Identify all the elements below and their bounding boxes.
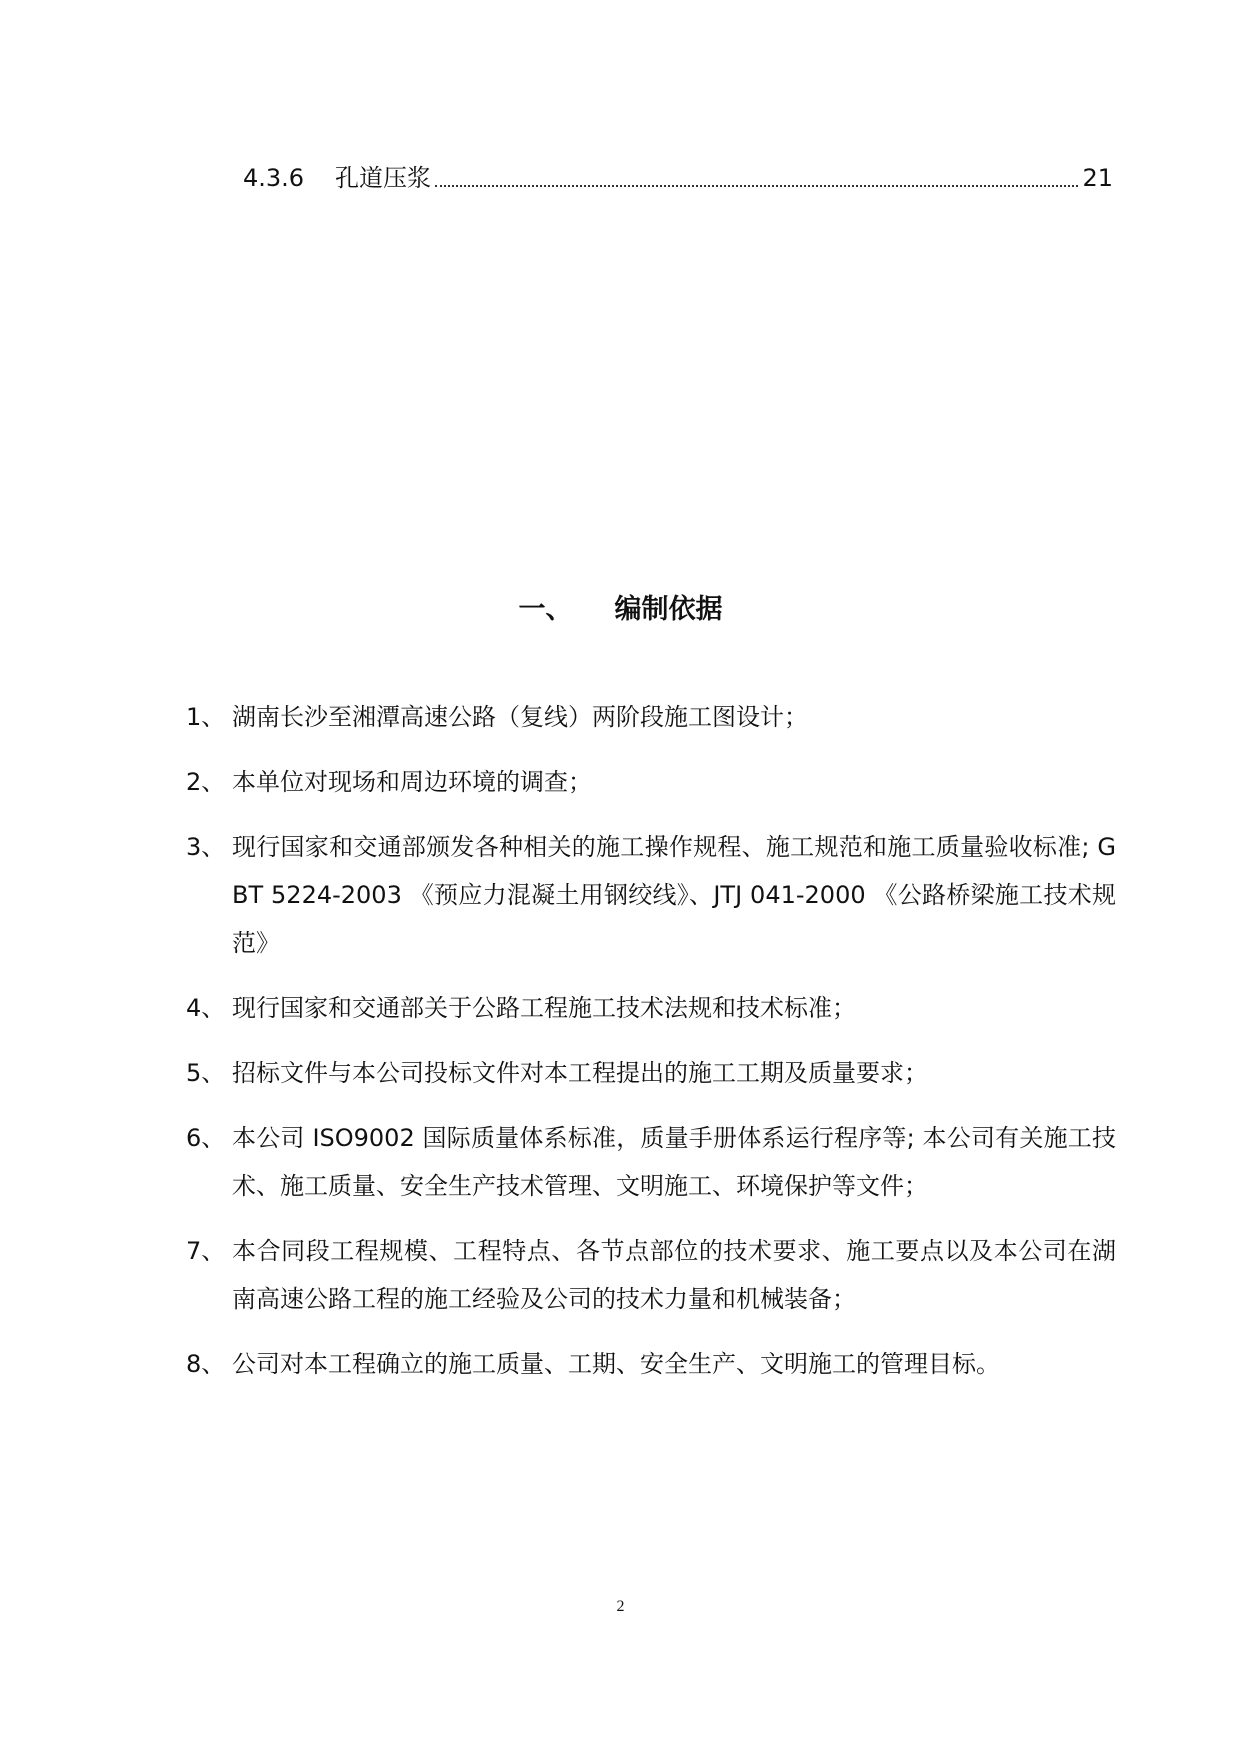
basis-list: [186, 693, 1116, 1405]
list-item: [186, 823, 1116, 967]
list-item-number: 1、: [186, 703, 226, 731]
list-item-number: 7、: [186, 1237, 226, 1265]
list-item: [186, 1227, 1116, 1323]
toc-entry-number: 4.3.6: [243, 164, 305, 192]
list-item-number: 4、: [186, 994, 226, 1022]
section-title: 编制依据: [614, 594, 723, 625]
toc-entry-page: 21: [1082, 164, 1113, 192]
list-item: [186, 1340, 1116, 1388]
list-item-text: 本公司 ISO9002 国际质量体系标准，质量手册体系运行程序等; 本公司有关施工技术、施工质量、安全生产技术管理、文明施工、环境保护等文件；: [232, 1124, 1116, 1200]
list-item-text: 公司对本工程确立的施工质量、工期、安全生产、文明施工的管理目标。: [232, 1350, 1000, 1378]
list-item-text: 现行国家和交通部关于公路工程施工技术法规和技术标准；: [232, 994, 856, 1022]
list-item: [186, 693, 1116, 741]
list-item-number: 3、: [186, 833, 226, 861]
list-item: [186, 758, 1116, 806]
list-item-text: 本单位对现场和周边环境的调查；: [232, 768, 592, 796]
section-heading: [0, 590, 1241, 630]
section-number: 一、: [518, 594, 573, 625]
toc-entry-title: 孔道压浆: [335, 164, 431, 192]
page-number: 2: [616, 1598, 625, 1615]
list-item-number: 6、: [186, 1124, 226, 1152]
list-item: [186, 1049, 1116, 1097]
list-item-number: 8、: [186, 1350, 226, 1378]
list-item-text: 现行国家和交通部颁发各种相关的施工操作规程、施工规范和施工质量验收标准; GBT 5224-2003 《预应力混凝土用钢绞线》、JTJ 041-2000 《公路桥梁施工技术规范》: [232, 833, 1116, 957]
list-item-text: 湖南长沙至湘潭高速公路（复线）两阶段施工图设计；: [232, 703, 808, 731]
list-item-number: 2、: [186, 768, 226, 796]
list-item-number: 5、: [186, 1059, 226, 1087]
list-item-text: 招标文件与本公司投标文件对本工程提出的施工工期及质量要求；: [232, 1059, 928, 1087]
list-item: [186, 984, 1116, 1032]
toc-dot-leader: [435, 185, 1078, 187]
list-item: [186, 1114, 1116, 1210]
list-item-text: 本合同段工程规模、工程特点、各节点部位的技术要求、施工要点以及本公司在湖南高速公路工程的施工经验及公司的技术力量和机械装备；: [232, 1237, 1116, 1313]
toc-entry: [243, 160, 1113, 196]
